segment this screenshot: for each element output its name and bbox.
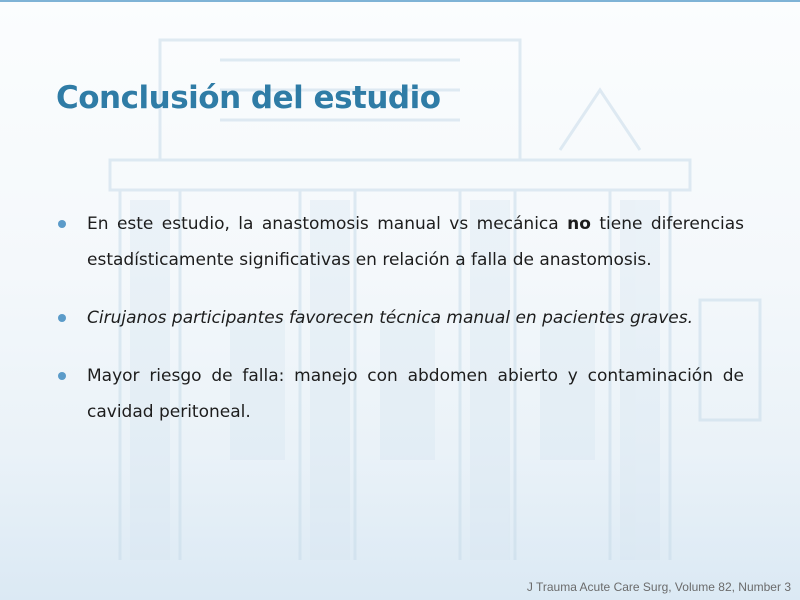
bullet-3-text: Mayor riesgo de falla: manejo con abdomen abierto y contaminación de cavidad peritoneal. xyxy=(87,366,744,422)
top-rule xyxy=(0,0,800,2)
bullet-1-emphasis: no xyxy=(567,214,591,234)
bullet-item-3 xyxy=(56,358,744,430)
bullet-item-1 xyxy=(56,206,744,278)
slide-title: Conclusión del estudio xyxy=(56,80,441,116)
circle-bullet-icon xyxy=(58,220,66,228)
bullet-1-text-start: En este estudio, la anastomosis manual vs mecánica xyxy=(87,214,568,234)
citation: J Trauma Acute Care Surg, Volume 82, Number 3 xyxy=(526,580,791,594)
bullet-list xyxy=(56,206,744,452)
circle-bullet-icon xyxy=(58,372,66,380)
bullet-item-2 xyxy=(56,300,744,336)
bullet-1-text-end: tiene diferencias estadísticamente significativas en relación a falla de anastomosis. xyxy=(87,214,744,270)
circle-bullet-icon xyxy=(58,314,66,322)
bullet-2-text: Cirujanos participantes favorecen técnica manual en pacientes graves. xyxy=(87,308,693,328)
